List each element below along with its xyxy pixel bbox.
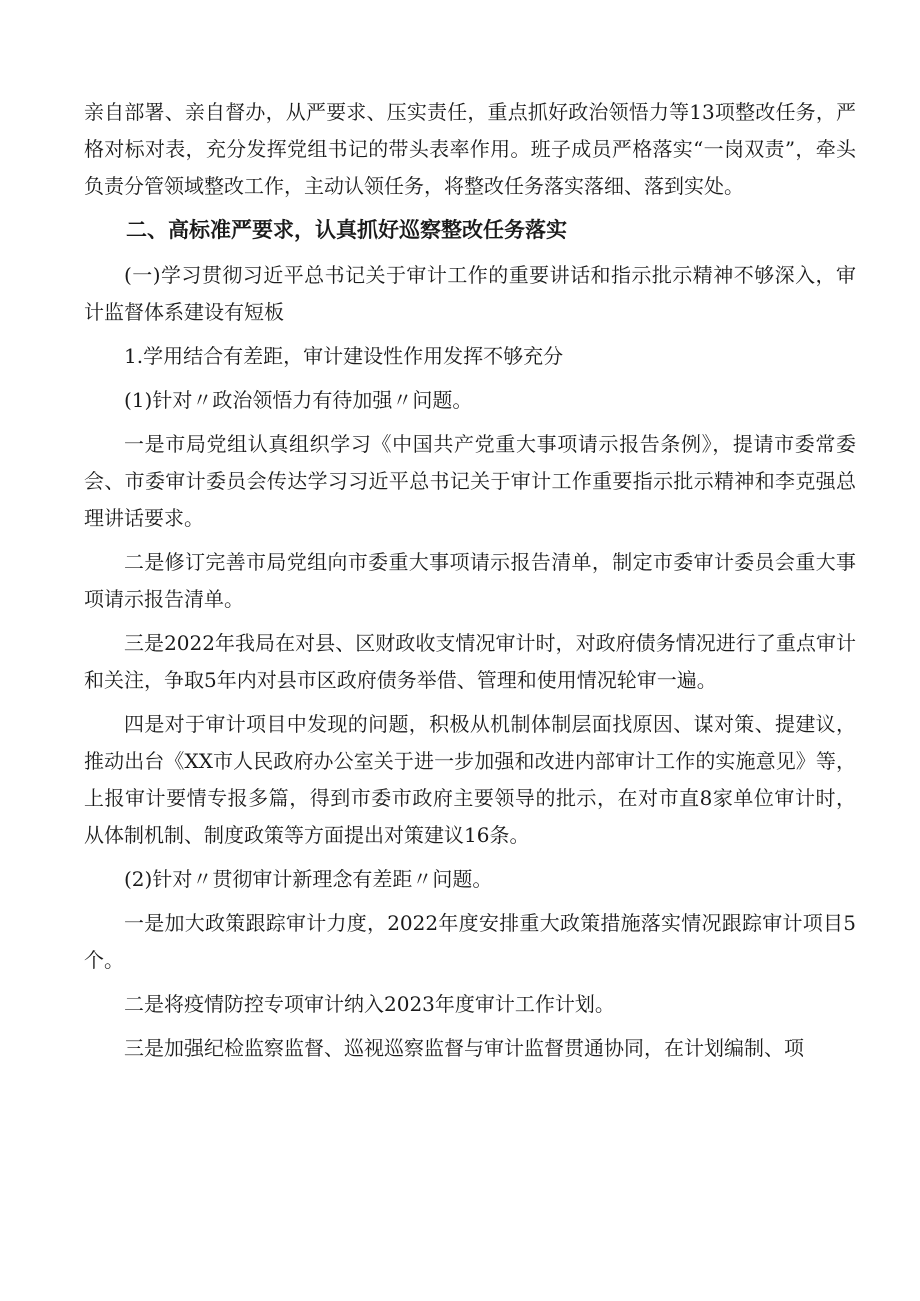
paragraph-measure-7: 三是加强纪检监察监督、巡视巡察监督与审计监督贯通协同，在计划编制、项 <box>124 1036 804 1060</box>
paragraph-measure-5: 一是加大政策跟踪审计力度，2022年度安排重大政策措施落实情况跟踪审计项目5个。 <box>84 911 856 972</box>
paragraph-measure-1: 一是市局党组认真组织学习《中国共产党重大事项请示报告条例》，提请市委常委会、市委审计委员会传达学习习近平总书记关于审计工作重要指示批示精神和李克强总理讲话要求。 <box>84 432 856 530</box>
paragraph-point-2: (2)针对〃贯彻审计新理念有差距〃问题。 <box>124 867 493 891</box>
paragraph-measure-2: 二是修订完善市局党组向市委重大事项请示报告清单，制定市委审计委员会重大事项请示报告清单。 <box>84 550 856 611</box>
paragraph-subsection-1: (一)学习贯彻习近平总书记关于审计工作的重要讲话和指示批示精神不够深入，审计监督体系建设有短板 <box>84 263 856 324</box>
paragraph-measure-3: 三是2022年我局在对县、区财政收支情况审计时，对政府债务情况进行了重点审计和关注，争取5年内对县市区政府债务举借、管理和使用情况轮审一遍。 <box>84 631 856 692</box>
paragraph-point-1: (1)针对〃政治领悟力有待加强〃问题。 <box>124 388 473 412</box>
paragraph-1: 亲自部署、亲自督办，从严要求、压实责任，重点抓好政治领悟力等13项整改任务，严格对标对表，充分发挥党组书记的带头表率作用。班子成员严格落实“一岗双责”，牵头负责分管领域整改工作，主动认领任务，将整改任务落实落细、落到实处。 <box>84 100 856 198</box>
paragraph-item-1: 1.学用结合有差距，审计建设性作用发挥不够充分 <box>124 344 564 368</box>
paragraph-measure-4: 四是对于审计项目中发现的问题，积极从机制体制层面找原因、谋对策、提建议，推动出台《XX市人民政府办公室关于进一步加强和改进内部审计工作的实施意见》等，上报审计要情专报多篇，得到市委市政府主要领导的批示，在对市直8家单位审计时，从体制机制、制度政策等方面提出对策建议16条。 <box>84 712 856 847</box>
section-heading: 二、高标准严要求，认真抓好巡察整改任务落实 <box>126 218 567 242</box>
paragraph-measure-6: 二是将疫情防控专项审计纳入2023年度审计工作计划。 <box>124 992 615 1016</box>
